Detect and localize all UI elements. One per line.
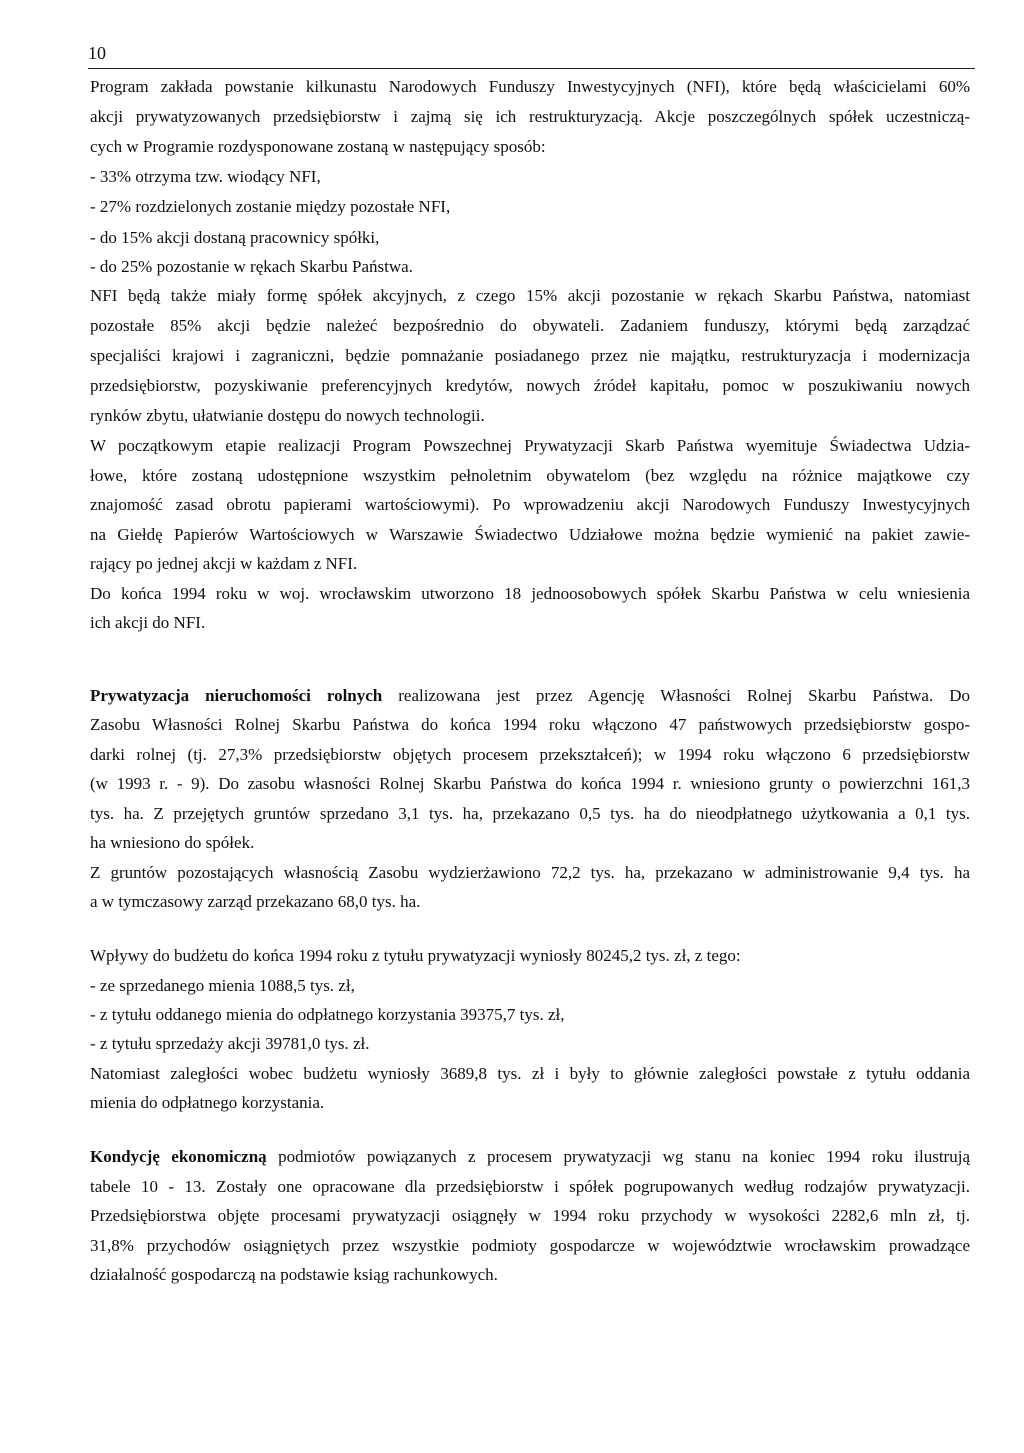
section1-line: W początkowym etapie realizacji Program Powszechnej Prywatyzacji Skarb Państwa wyemituje Świadectwa Udzia- xyxy=(90,436,970,455)
section4-line: Przedsiębiorstwa objęte procesami prywatyzacji osiągnęły w 1994 roku przychody w wysokości 2282,6 mln zł, tj. xyxy=(90,1206,970,1225)
section2-line: (w 1993 r. - 9). Do zasobu własności Rolnej Skarbu Państwa do końca 1994 r. wniesiono grunty o powierzchni 161,3 xyxy=(90,774,970,793)
section1-line: ich akcji do NFI. xyxy=(90,613,206,632)
section1-line: na Giełdę Papierów Wartościowych w Warszawie Świadectwo Udziałowe można będzie wymienić na pakiet zawie- xyxy=(90,525,970,544)
section1-line: akcji prywatyzowanych przedsiębiorstw i zajmą się ich restrukturyzacją. Akcje poszczególnych spółek uczestniczą- xyxy=(90,107,970,126)
section4-line: tabele 10 - 13. Zostały one opracowane dla przedsiębiorstw i spółek pogrupowanych według rodzajów prywatyzacji. xyxy=(90,1177,970,1196)
section1-line: Program zakłada powstanie kilkunastu Narodowych Funduszy Inwestycyjnych (NFI), które będą właścicielami 60% xyxy=(90,77,970,96)
section2-line: Z gruntów pozostających własnością Zasobu wydzierżawiono 72,2 tys. ha, przekazano w administrowanie 9,4 tys. ha xyxy=(90,863,970,882)
page-number: 10 xyxy=(88,43,106,63)
section2-line: tys. ha. Z przejętych gruntów sprzedano 3,1 tys. ha, przekazano 0,5 tys. ha do nieodpłatnego użytkowania a 0,1 tys. xyxy=(90,804,970,823)
section3-line: - z tytułu sprzedaży akcji 39781,0 tys. zł. xyxy=(90,1034,370,1053)
section2-line: ha wniesiono do spółek. xyxy=(90,833,255,852)
section1-line: - do 15% akcji dostaną pracownicy spółki, xyxy=(90,228,380,247)
section1-line: pozostałe 85% akcji będzie należeć bezpośrednio do obywateli. Zadaniem funduszy, którymi będą zarządzać xyxy=(90,316,970,335)
section1-line: łowe, które zostaną udostępnione wszystkim pełnoletnim obywatelom (bez względu na różnice majątkowe czy xyxy=(90,466,970,485)
section3-line: - ze sprzedanego mienia 1088,5 tys. zł, xyxy=(90,976,355,995)
section2-line: Zasobu Własności Rolnej Skarbu Państwa do końca 1994 roku włączono 47 państwowych przedsiębiorstw gospo- xyxy=(90,715,970,734)
section1-line: NFI będą także miały formę spółek akcyjnych, z czego 15% akcji pozostanie w rękach Skarbu Państwa, natomiast xyxy=(90,286,970,305)
section2-line: Prywatyzacja nieruchomości rolnych realizowana jest przez Agencję Własności Rolnej Skarbu Państwa. Do xyxy=(90,686,970,705)
section1-line: - do 25% pozostanie w rękach Skarbu Państwa. xyxy=(90,257,413,276)
page-header xyxy=(88,42,975,69)
section4-line: Kondycję ekonomiczną podmiotów powiązanych z procesem prywatyzacji wg stanu na koniec 1994 roku ilustrują xyxy=(90,1147,970,1166)
paragraph-lead: Kondycję ekonomiczną xyxy=(90,1147,267,1166)
section1-line: - 27% rozdzielonych zostanie między pozostałe NFI, xyxy=(90,197,451,216)
section1-line: przedsiębiorstw, pozyskiwanie preferencyjnych kredytów, nowych źródeł kapitału, pomoc w poszukiwaniu nowych xyxy=(90,376,970,395)
section4-line: działalność gospodarczą na podstawie ksiąg rachunkowych. xyxy=(90,1265,498,1284)
section2-line: darki rolnej (tj. 27,3% przedsiębiorstw objętych procesem przekształceń); w 1994 roku włączono 6 przedsiębiorstw xyxy=(90,745,970,764)
section3-line: Wpływy do budżetu do końca 1994 roku z tytułu prywatyzacji wyniosły 80245,2 tys. zł, z tego: xyxy=(90,946,741,965)
section1-line: Do końca 1994 roku w woj. wrocławskim utworzono 18 jednoosobowych spółek Skarbu Państwa w celu wniesienia xyxy=(90,584,970,603)
section1-line: - 33% otrzyma tzw. wiodący NFI, xyxy=(90,167,321,186)
section1-line: cych w Programie rozdysponowane zostaną w następujący sposób: xyxy=(90,137,546,156)
paragraph-lead: Prywatyzacja nieruchomości rolnych xyxy=(90,686,383,705)
section3-line: - z tytułu oddanego mienia do odpłatnego korzystania 39375,7 tys. zł, xyxy=(90,1005,565,1024)
section1-line: specjaliści krajowi i zagraniczni, będzie pomnażanie posiadanego przez nie majątku, restrukturyzacja i modernizacja xyxy=(90,346,970,365)
section3-line: mienia do odpłatnego korzystania. xyxy=(90,1093,325,1112)
section1-line: znajomość zasad obrotu papierami wartościowymi). Po wprowadzeniu akcji Narodowych Funduszy Inwestycyjnych xyxy=(90,495,970,514)
section1-line: rający po jednej akcji w każdam z NFI. xyxy=(90,554,358,573)
section3-line: Natomiast zaległości wobec budżetu wyniosły 3689,8 tys. zł i były to głównie zaległości powstałe z tytułu oddania xyxy=(90,1064,970,1083)
section4-line: 31,8% przychodów osiągniętych przez wszystkie podmioty gospodarcze w województwie wrocławskim prowadzące xyxy=(90,1236,970,1255)
section1-line: rynków zbytu, ułatwianie dostępu do nowych technologii. xyxy=(90,406,485,425)
section2-line: a w tymczasowy zarząd przekazano 68,0 tys. ha. xyxy=(90,892,421,911)
